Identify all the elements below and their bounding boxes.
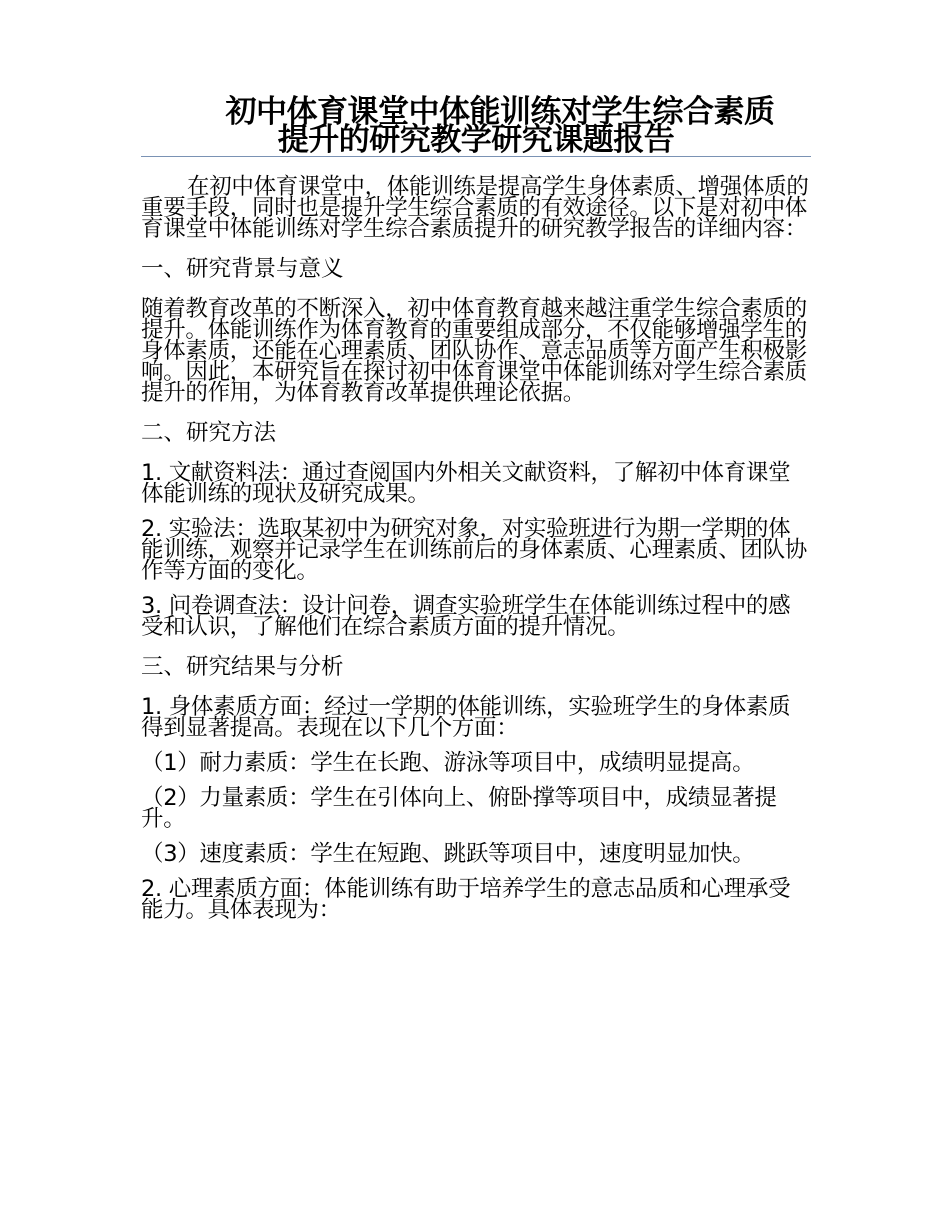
method-literature: 1. 文献资料法：通过查阅国内外相关文献资料，了解初中体育课堂体能训练的现状及研究成果。 xyxy=(141,460,791,507)
document-page xyxy=(141,94,811,923)
title-line-1: 初中体育课堂中体能训练对学生综合素质 xyxy=(225,94,775,130)
section-heading-background: 一、研究背景与意义 xyxy=(141,256,344,282)
section-heading-methods: 二、研究方法 xyxy=(141,420,277,446)
result-psychological: 2. 心理素质方面：体能训练有助于培养学生的意志品质和心理承受能力。具体表现为： xyxy=(141,876,791,923)
title-line-2: 提升的研究教学研究课题报告 xyxy=(277,122,675,158)
section-heading-results: 三、研究结果与分析 xyxy=(141,654,344,680)
background-paragraph: 随着教育改革的不断深入，初中体育教育越来越注重学生综合素质的提升。体能训练作为体育教育的重要组成部分，不仅能够增强学生的身体素质，还能在心理素质、团队协作、意志品质等方面产生积极影响。因此，本研究旨在探讨初中体育课堂中体能训练对学生综合素质提升的作用，为体育教育改革提供理论依据。 xyxy=(141,296,808,406)
result-physical: 1. 身体素质方面：经过一学期的体能训练，实验班学生的身体素质得到显著提高。表现在以下几个方面： xyxy=(141,694,791,741)
method-questionnaire: 3. 问卷调查法：设计问卷，调查实验班学生在体能训练过程中的感受和认识，了解他们在综合素质方面的提升情况。 xyxy=(141,593,791,640)
document-title xyxy=(141,94,811,158)
document-body xyxy=(141,174,811,923)
result-speed: （3）速度素质：学生在短跑、跳跃等项目中，速度明显加快。 xyxy=(141,841,755,867)
intro-paragraph: 在初中体育课堂中，体能训练是提高学生身体素质、增强体质的重要手段，同时也是提升学生综合素质的有效途径。以下是对初中体育课堂中体能训练对学生综合素质提升的研究教学报告的详细内容： xyxy=(141,174,809,242)
result-endurance: （1）耐力素质：学生在长跑、游泳等项目中，成绩明显提高。 xyxy=(141,750,755,776)
method-experiment: 2. 实验法：选取某初中为研究对象，对实验班进行为期一学期的体能训练，观察并记录学生在训练前后的身体素质、心理素质、团队协作等方面的变化。 xyxy=(141,516,808,584)
result-strength: （2）力量素质：学生在引体向上、俯卧撑等项目中，成绩显著提升。 xyxy=(141,785,777,832)
